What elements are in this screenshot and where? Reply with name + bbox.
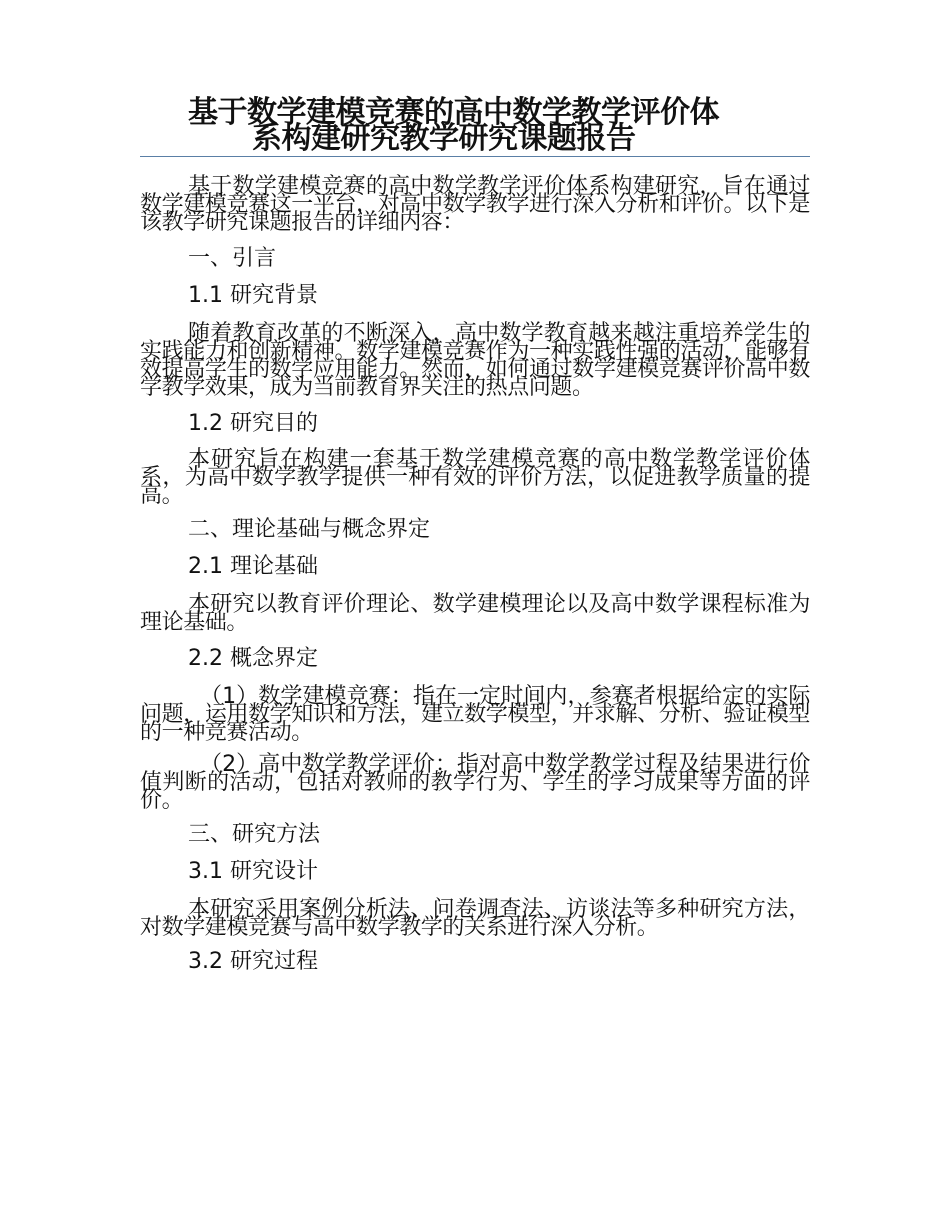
subsection-heading-2-2: 2.2 概念界定 xyxy=(188,646,318,671)
document-page xyxy=(140,95,810,975)
section-heading-2: 二、理论基础与概念界定 xyxy=(188,517,431,542)
section-heading-1: 一、引言 xyxy=(188,246,277,271)
background-paragraph: 随着教育改革的不断深入，高中数学教育越来越注重培养学生的实践能力和创新精神。数学建模竞赛作为一种实践性强的活动，能够有效提高学生的数学应用能力。然而，如何通过数学建模竞赛评价高中数学教学效果，成为当前教育界关注的热点问题。 xyxy=(140,321,810,400)
definition-paragraph-2: （2）高中数学教学评价：指对高中数学教学过程及结果进行价值判断的活动，包括对教师的教学行为、学生的学习成果等方面的评价。 xyxy=(140,752,810,813)
method-paragraph: 本研究采用案例分析法、问卷调查法、访谈法等多种研究方法，对数学建模竞赛与高中数学教学的关系进行深入分析。 xyxy=(140,897,810,940)
subsection-heading-2-1: 2.1 理论基础 xyxy=(188,554,318,579)
title-underline xyxy=(140,156,810,157)
title-line-1: 基于数学建模竞赛的高中数学教学评价体 xyxy=(188,95,719,130)
subsection-heading-3-1: 3.1 研究设计 xyxy=(188,859,318,884)
purpose-paragraph: 本研究旨在构建一套基于数学建模竞赛的高中数学教学评价体系，为高中数学教学提供一种有效的评价方法，以促进教学质量的提高。 xyxy=(140,447,810,508)
section-heading-3: 三、研究方法 xyxy=(188,822,321,847)
subsection-heading-1-2: 1.2 研究目的 xyxy=(188,411,318,436)
title-line-2: 系构建研究教学研究课题报告 xyxy=(252,121,636,156)
definition-paragraph-1: （1）数学建模竞赛：指在一定时间内，参赛者根据给定的实际问题，运用数学知识和方法，建立数学模型，并求解、分析、验证模型的一种竞赛活动。 xyxy=(140,684,810,745)
subsection-heading-1-1: 1.1 研究背景 xyxy=(188,283,318,308)
subsection-heading-3-2: 3.2 研究过程 xyxy=(188,949,318,974)
theory-paragraph: 本研究以教育评价理论、数学建模理论以及高中数学课程标准为理论基础。 xyxy=(140,592,810,635)
document-title xyxy=(140,95,810,156)
intro-paragraph: 基于数学建模竞赛的高中数学教学评价体系构建研究，旨在通过数学建模竞赛这一平台，对高中数学教学进行深入分析和评价。以下是该教学研究课题报告的详细内容： xyxy=(140,174,810,235)
